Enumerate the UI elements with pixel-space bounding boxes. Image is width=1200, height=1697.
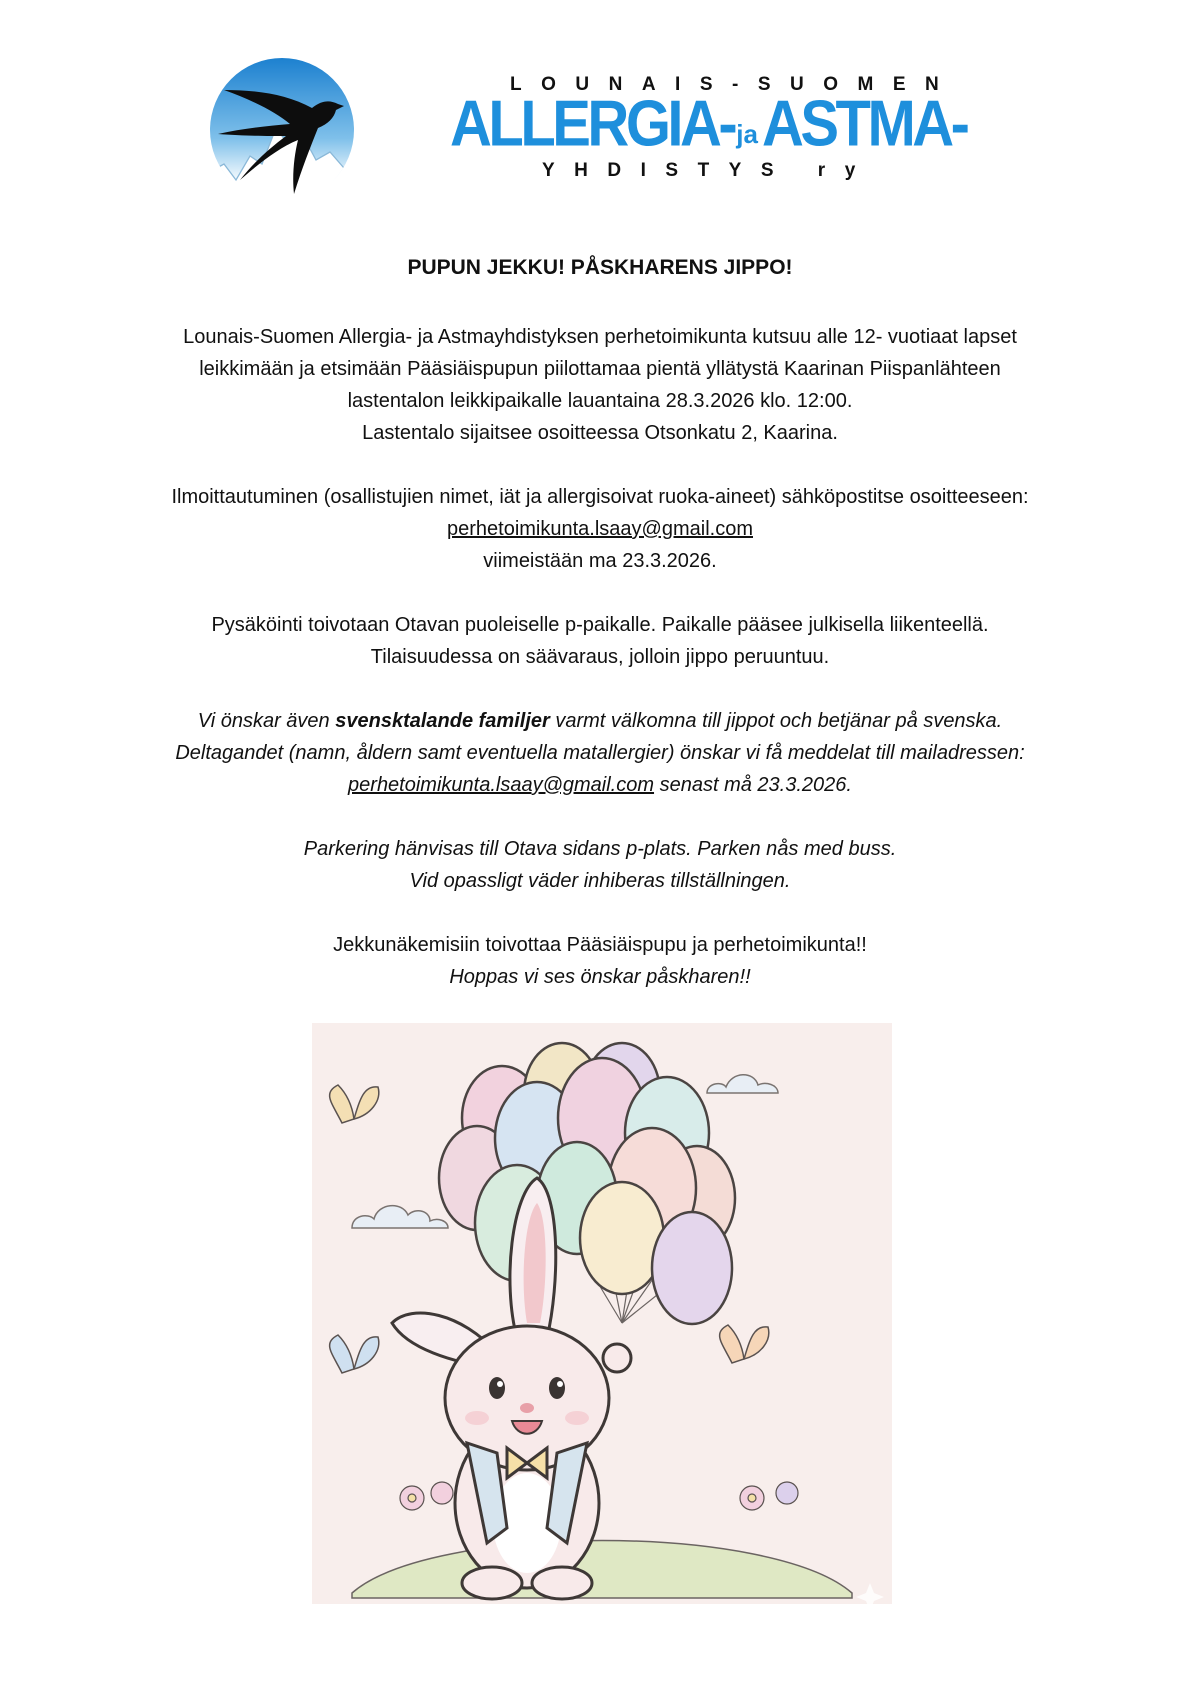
welcome-line-sv [0,705,1200,737]
swedish-parking [0,833,1200,897]
logo-wordmark [450,72,1010,192]
registration-text-sv: Deltagandet (namn, åldern samt eventuella matallergier) önskar vi få meddelat till mailadressen: [175,742,1025,764]
welcome-pre: Vi önskar även [197,710,336,732]
swedish-invitation [0,705,1200,801]
logo-ja: ja [736,119,758,149]
logo-astma: ASTMA- [761,87,967,161]
email-link-sv[interactable]: perhetoimikunta.lsaay@gmail.com [348,774,655,796]
welcome-post: varmt välkomna till jippot och betjänar på svenska. [549,710,1003,732]
parking-line-fi: Tilaisuudessa on säävaraus, jolloin jippo peruuntuu. [370,646,830,668]
closing-sv: Hoppas vi ses önskar påskharen!! [449,966,751,988]
deadline-sv: senast må 23.3.2026. [654,774,852,796]
deadline-fi: viimeistään ma 23.3.2026. [483,550,717,572]
easter-bunny-illustration [312,1023,892,1604]
registration-text: Ilmoittautuminen (osallistujien nimet, iät ja allergisoivat ruoka-aineet) sähköpostitse osoitteeseen: [171,486,1029,508]
email-line-sv [0,769,1200,801]
swallow-logo-icon [206,56,362,206]
intro-line: Lounais-Suomen Allergia- ja Astmayhdistyksen perhetoimikunta kutsuu alle 12- vuotiaat lapset [183,326,1017,348]
bunny-with-balloons-icon [312,1023,892,1604]
parking-line-fi: Pysäköinti toivotaan Otavan puoleiselle p-paikalle. Paikalle pääsee julkisella liikenteellä. [211,614,989,636]
closing [0,929,1200,993]
logo-line-top: LOUNAIS-SUOMEN [510,74,959,95]
intro-line: Lastentalo sijaitsee osoitteessa Otsonkatu 2, Kaarina. [362,422,838,444]
email-link-fi[interactable]: perhetoimikunta.lsaay@gmail.com [447,518,753,540]
intro-line: lastentalon leikkipaikalle lauantaina 28.3.2026 klo. 12:00. [347,390,853,412]
closing-fi: Jekkunäkemisiin toivottaa Pääsiäispupu ja perhetoimikunta!! [333,934,867,956]
parking-line-sv: Vid opassligt väder inhiberas tillställningen. [409,870,791,892]
finnish-intro [0,321,1200,449]
finnish-registration [0,481,1200,577]
logo-line-main [450,87,967,161]
logo-emblem [206,56,362,206]
page-title: PUPUN JEKKU! PÅSKHARENS JIPPO! [407,256,793,279]
parking-line-sv: Parkering hänvisas till Otava sidans p-plats. Parken nås med buss. [303,838,897,860]
document-body [0,252,1200,1025]
welcome-bold: svensktalande familjer [335,710,550,732]
finnish-parking [0,609,1200,673]
intro-line: leikkimään ja etsimään Pääsiäispupun piilottamaa pientä yllätystä Kaarinan Piispanlähteen [199,358,1001,380]
logo-allergia: ALLERGIA- [450,87,735,161]
logo-line-bottom: YHDISTYS ry [542,160,875,181]
